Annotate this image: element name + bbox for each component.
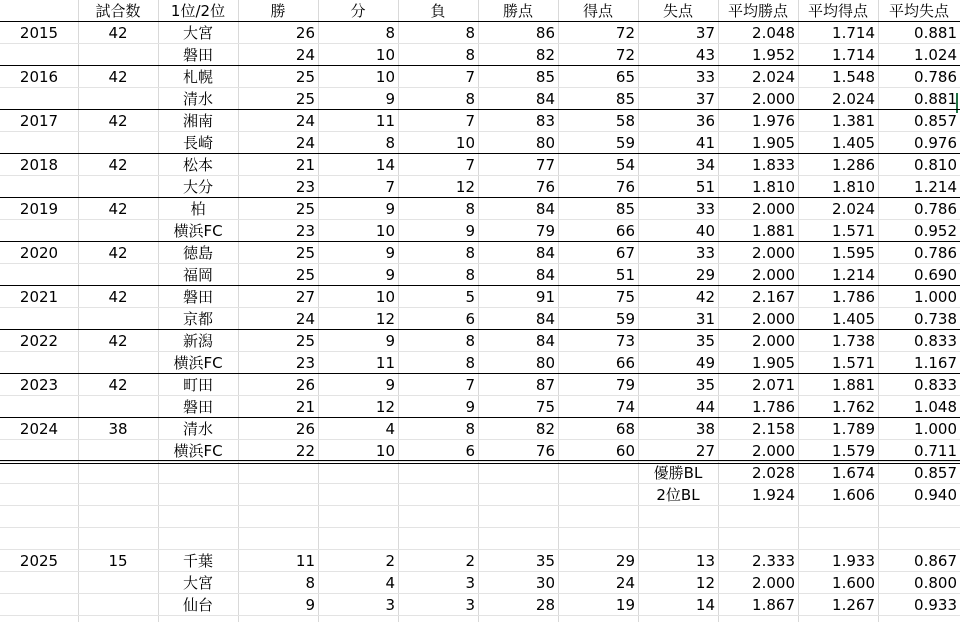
col-avg-goals-for-cell[interactable]: 1.548 [832, 68, 875, 86]
header-col-year[interactable] [0, 0, 78, 22]
col-avg-goals-against-cell[interactable]: 0.881 [914, 90, 957, 108]
col-draws-cell[interactable]: 9 [385, 244, 395, 262]
col-goals-for-cell[interactable]: 66 [615, 354, 635, 372]
col-goals-for-cell[interactable]: 51 [615, 266, 635, 284]
col-avg-points-cell[interactable]: 2.024 [752, 68, 795, 86]
col-goals-for-cell[interactable]: 72 [615, 46, 635, 64]
header-col-points[interactable]: 勝点 [502, 2, 533, 20]
col-goals-for-cell[interactable]: 85 [615, 90, 635, 108]
season-games-cell[interactable]: 42 [108, 244, 128, 262]
baseline-label-cell[interactable]: 2位BL [656, 486, 700, 504]
col-draws-cell[interactable]: 12 [375, 398, 395, 416]
col-wins-cell[interactable]: 23 [295, 222, 315, 240]
col-avg-goals-against-cell[interactable]: 1.214 [914, 178, 957, 196]
col-points-cell[interactable]: 28 [535, 596, 555, 614]
col-avg-goals-for-cell[interactable]: 1.405 [832, 134, 875, 152]
col-avg-goals-for-cell[interactable]: 1.381 [832, 112, 875, 130]
col-avg-goals-for-cell[interactable]: 1.571 [832, 354, 875, 372]
col-losses-cell[interactable]: 3 [465, 596, 475, 614]
col-wins-cell[interactable]: 22 [295, 442, 315, 460]
col-goals-for-cell[interactable]: 73 [615, 332, 635, 350]
col-draws-cell[interactable]: 7 [385, 178, 395, 196]
season-year-cell[interactable]: 2015 [19, 24, 59, 42]
col-avg-goals-against-cell[interactable]: 0.711 [914, 442, 957, 460]
col-points-cell[interactable]: 84 [535, 90, 555, 108]
col-goals-for-cell[interactable]: 60 [615, 442, 635, 460]
col-goals-for-cell[interactable]: 24 [615, 574, 635, 592]
col-avg-points-cell[interactable]: 1.976 [752, 112, 795, 130]
col-losses-cell[interactable]: 8 [465, 244, 475, 262]
col-points-cell[interactable]: 82 [535, 46, 555, 64]
season-games-cell[interactable]: 42 [108, 332, 128, 350]
col-avg-goals-against-cell[interactable]: 0.976 [914, 134, 957, 152]
col-avg-goals-for-cell[interactable]: 1.579 [832, 442, 875, 460]
col-avg-points-cell[interactable]: 2.000 [752, 200, 795, 218]
col-avg-goals-for-cell[interactable]: 1.571 [832, 222, 875, 240]
col-avg-goals-against-cell[interactable]: 0.933 [914, 596, 957, 614]
col-wins-cell[interactable]: 11 [295, 552, 315, 570]
col-avg-points-cell[interactable]: 2.167 [752, 288, 795, 306]
season-games-cell[interactable]: 38 [108, 420, 128, 438]
col-losses-cell[interactable]: 8 [465, 24, 475, 42]
col-avg-goals-for-cell[interactable]: 1.881 [832, 376, 875, 394]
col-wins-cell[interactable]: 23 [295, 178, 315, 196]
col-wins-cell[interactable]: 25 [295, 266, 315, 284]
col-avg-points-cell[interactable]: 2.000 [752, 266, 795, 284]
season-year-cell[interactable]: 2016 [19, 68, 59, 86]
col-draws-cell[interactable]: 9 [385, 200, 395, 218]
col-draws-cell[interactable]: 14 [375, 156, 395, 174]
col-losses-cell[interactable]: 10 [455, 134, 475, 152]
col-draws-cell[interactable]: 10 [375, 46, 395, 64]
col-wins-cell[interactable]: 25 [295, 200, 315, 218]
col-goals-for-cell[interactable]: 68 [615, 420, 635, 438]
baseline-label-cell[interactable]: 優勝BL [653, 464, 703, 482]
col-draws-cell[interactable]: 10 [375, 68, 395, 86]
col-team-cell[interactable]: 町田 [182, 376, 213, 394]
season-games-cell[interactable]: 42 [108, 156, 128, 174]
header-col-losses[interactable]: 負 [430, 2, 446, 20]
col-draws-cell[interactable]: 10 [375, 288, 395, 306]
col-draws-cell[interactable]: 3 [385, 596, 395, 614]
col-avg-goals-for-cell[interactable]: 1.762 [832, 398, 875, 416]
season-games-cell[interactable]: 42 [108, 68, 128, 86]
col-team-cell[interactable]: 大分 [182, 178, 213, 196]
col-points-cell[interactable]: 87 [535, 376, 555, 394]
col-avg-goals-against-cell[interactable]: 0.833 [914, 376, 957, 394]
col-avg-goals-against-cell[interactable]: 0.857 [914, 112, 957, 130]
header-col-goals-for[interactable]: 得点 [582, 2, 613, 20]
col-losses-cell[interactable]: 8 [465, 200, 475, 218]
col-losses-cell[interactable]: 7 [465, 112, 475, 130]
col-goals-against-cell[interactable]: 14 [695, 596, 715, 614]
col-avg-goals-against-cell[interactable]: 0.786 [914, 68, 957, 86]
col-draws-cell[interactable]: 10 [375, 442, 395, 460]
col-team-cell[interactable]: 新潟 [182, 332, 213, 350]
col-avg-points-cell[interactable]: 2.158 [752, 420, 795, 438]
col-points-cell[interactable]: 84 [535, 332, 555, 350]
col-team-cell[interactable]: 横浜FC [173, 222, 223, 240]
col-goals-for-cell[interactable]: 75 [615, 288, 635, 306]
col-avg-points-cell[interactable]: 1.833 [752, 156, 795, 174]
col-avg-goals-for-cell[interactable]: 1.600 [832, 574, 875, 592]
col-wins-cell[interactable]: 9 [305, 596, 315, 614]
col-draws-cell[interactable]: 8 [385, 134, 395, 152]
season-year-cell[interactable]: 2020 [19, 244, 59, 262]
col-avg-goals-against-cell[interactable]: 1.000 [914, 288, 957, 306]
current-year-cell[interactable]: 2025 [19, 552, 59, 570]
col-wins-cell[interactable]: 21 [295, 398, 315, 416]
col-losses-cell[interactable]: 6 [465, 310, 475, 328]
col-goals-against-cell[interactable]: 33 [695, 68, 715, 86]
col-avg-goals-against-cell[interactable]: 0.786 [914, 244, 957, 262]
col-goals-against-cell[interactable]: 38 [695, 420, 715, 438]
col-losses-cell[interactable]: 7 [465, 376, 475, 394]
header-col-games[interactable]: 試合数 [95, 2, 141, 20]
col-avg-goals-for-cell[interactable]: 1.789 [832, 420, 875, 438]
col-goals-against-cell[interactable]: 36 [695, 112, 715, 130]
col-goals-for-cell[interactable]: 79 [615, 376, 635, 394]
col-wins-cell[interactable]: 24 [295, 134, 315, 152]
col-draws-cell[interactable]: 9 [385, 332, 395, 350]
col-avg-points-cell[interactable]: 2.000 [752, 442, 795, 460]
season-year-cell[interactable]: 2019 [19, 200, 59, 218]
col-points-cell[interactable]: 30 [535, 574, 555, 592]
col-draws-cell[interactable]: 4 [385, 574, 395, 592]
col-points-cell[interactable]: 82 [535, 420, 555, 438]
season-games-cell[interactable]: 42 [108, 376, 128, 394]
header-col-avg-points[interactable]: 平均勝点 [727, 2, 788, 20]
col-team-cell[interactable]: 福岡 [182, 266, 213, 284]
col-draws-cell[interactable]: 2 [385, 552, 395, 570]
col-losses-cell[interactable]: 7 [465, 156, 475, 174]
col-goals-for-cell[interactable]: 19 [615, 596, 635, 614]
col-draws-cell[interactable]: 10 [375, 222, 395, 240]
baseline-value-cell[interactable]: 2.028 [752, 464, 795, 482]
col-avg-points-cell[interactable]: 1.810 [752, 178, 795, 196]
col-points-cell[interactable]: 76 [535, 178, 555, 196]
col-goals-against-cell[interactable]: 44 [695, 398, 715, 416]
col-losses-cell[interactable]: 9 [465, 398, 475, 416]
col-wins-cell[interactable]: 26 [295, 420, 315, 438]
header-col-goals-against[interactable]: 失点 [662, 2, 693, 20]
col-team-cell[interactable]: 松本 [182, 156, 213, 174]
col-goals-against-cell[interactable]: 41 [695, 134, 715, 152]
col-goals-for-cell[interactable]: 58 [615, 112, 635, 130]
col-avg-goals-for-cell[interactable]: 1.714 [832, 46, 875, 64]
col-avg-goals-against-cell[interactable]: 0.690 [914, 266, 957, 284]
col-avg-goals-for-cell[interactable]: 1.714 [832, 24, 875, 42]
col-goals-against-cell[interactable]: 29 [695, 266, 715, 284]
col-avg-points-cell[interactable]: 2.048 [752, 24, 795, 42]
col-draws-cell[interactable]: 11 [375, 112, 395, 130]
col-avg-goals-against-cell[interactable]: 1.167 [914, 354, 957, 372]
col-avg-points-cell[interactable]: 1.905 [752, 354, 795, 372]
col-goals-against-cell[interactable]: 42 [695, 288, 715, 306]
col-avg-points-cell[interactable]: 1.881 [752, 222, 795, 240]
col-avg-goals-against-cell[interactable]: 0.800 [914, 574, 957, 592]
col-losses-cell[interactable]: 5 [465, 288, 475, 306]
col-goals-for-cell[interactable]: 59 [615, 310, 635, 328]
season-year-cell[interactable]: 2023 [19, 376, 59, 394]
col-points-cell[interactable]: 83 [535, 112, 555, 130]
col-goals-against-cell[interactable]: 34 [695, 156, 715, 174]
col-goals-for-cell[interactable]: 59 [615, 134, 635, 152]
col-avg-points-cell[interactable]: 2.333 [752, 552, 795, 570]
col-avg-goals-against-cell[interactable]: 0.738 [914, 310, 957, 328]
col-avg-goals-for-cell[interactable]: 2.024 [832, 90, 875, 108]
col-avg-goals-for-cell[interactable]: 1.933 [832, 552, 875, 570]
col-avg-points-cell[interactable]: 2.000 [752, 310, 795, 328]
col-points-cell[interactable]: 75 [535, 398, 555, 416]
col-avg-goals-for-cell[interactable]: 1.214 [832, 266, 875, 284]
col-losses-cell[interactable]: 8 [465, 46, 475, 64]
col-team-cell[interactable]: 仙台 [182, 596, 213, 614]
col-avg-goals-for-cell[interactable]: 1.595 [832, 244, 875, 262]
column-gridline [78, 0, 79, 622]
header-col-avg-goals-for[interactable]: 平均得点 [807, 2, 868, 20]
col-draws-cell[interactable]: 9 [385, 90, 395, 108]
col-goals-for-cell[interactable]: 29 [615, 552, 635, 570]
col-avg-goals-against-cell[interactable]: 0.881 [914, 24, 957, 42]
col-goals-against-cell[interactable]: 37 [695, 24, 715, 42]
col-team-cell[interactable]: 大宮 [182, 574, 213, 592]
col-goals-against-cell[interactable]: 35 [695, 332, 715, 350]
col-goals-against-cell[interactable]: 33 [695, 200, 715, 218]
col-draws-cell[interactable]: 9 [385, 266, 395, 284]
col-goals-against-cell[interactable]: 12 [695, 574, 715, 592]
col-avg-points-cell[interactable]: 2.071 [752, 376, 795, 394]
col-avg-points-cell[interactable]: 1.952 [752, 46, 795, 64]
col-avg-goals-for-cell[interactable]: 1.810 [832, 178, 875, 196]
col-points-cell[interactable]: 85 [535, 68, 555, 86]
col-avg-goals-against-cell[interactable]: 1.024 [914, 46, 957, 64]
col-avg-goals-for-cell[interactable]: 1.286 [832, 156, 875, 174]
col-wins-cell[interactable]: 24 [295, 310, 315, 328]
col-losses-cell[interactable]: 2 [465, 552, 475, 570]
col-losses-cell[interactable]: 9 [465, 222, 475, 240]
col-goals-against-cell[interactable]: 33 [695, 244, 715, 262]
col-points-cell[interactable]: 79 [535, 222, 555, 240]
season-games-cell[interactable]: 42 [108, 200, 128, 218]
col-draws-cell[interactable]: 4 [385, 420, 395, 438]
season-year-cell[interactable]: 2022 [19, 332, 59, 350]
col-goals-against-cell[interactable]: 35 [695, 376, 715, 394]
col-goals-for-cell[interactable]: 67 [615, 244, 635, 262]
col-losses-cell[interactable]: 7 [465, 68, 475, 86]
row-gridline [0, 527, 960, 528]
season-games-cell[interactable]: 42 [108, 112, 128, 130]
header-col-team[interactable]: 1位/2位 [170, 2, 226, 20]
col-avg-goals-against-cell[interactable]: 1.048 [914, 398, 957, 416]
header-col-wins[interactable]: 勝 [270, 2, 286, 20]
season-games-cell[interactable]: 42 [108, 24, 128, 42]
col-points-cell[interactable]: 77 [535, 156, 555, 174]
col-goals-against-cell[interactable]: 13 [695, 552, 715, 570]
col-points-cell[interactable]: 84 [535, 310, 555, 328]
col-team-cell[interactable]: 磐田 [182, 398, 213, 416]
col-avg-goals-for-cell[interactable]: 1.405 [832, 310, 875, 328]
col-points-cell[interactable]: 76 [535, 442, 555, 460]
col-wins-cell[interactable]: 25 [295, 332, 315, 350]
col-points-cell[interactable]: 84 [535, 200, 555, 218]
col-avg-goals-against-cell[interactable]: 1.000 [914, 420, 957, 438]
col-team-cell[interactable]: 清水 [182, 90, 213, 108]
baseline-value-cell[interactable]: 0.940 [914, 486, 957, 504]
col-avg-points-cell[interactable]: 1.905 [752, 134, 795, 152]
season-games-cell[interactable]: 42 [108, 288, 128, 306]
col-avg-goals-for-cell[interactable]: 2.024 [832, 200, 875, 218]
col-losses-cell[interactable]: 8 [465, 420, 475, 438]
col-team-cell[interactable]: 長崎 [182, 134, 213, 152]
col-points-cell[interactable]: 86 [535, 24, 555, 42]
baseline-value-cell[interactable]: 1.674 [832, 464, 875, 482]
col-wins-cell[interactable]: 26 [295, 24, 315, 42]
season-year-cell[interactable]: 2024 [19, 420, 59, 438]
col-points-cell[interactable]: 84 [535, 244, 555, 262]
col-points-cell[interactable]: 35 [535, 552, 555, 570]
col-team-cell[interactable]: 清水 [182, 420, 213, 438]
col-points-cell[interactable]: 80 [535, 134, 555, 152]
col-wins-cell[interactable]: 27 [295, 288, 315, 306]
col-team-cell[interactable]: 横浜FC [173, 354, 223, 372]
col-avg-goals-against-cell[interactable]: 0.786 [914, 200, 957, 218]
header-col-avg-goals-against[interactable]: 平均失点 [888, 2, 949, 20]
col-avg-points-cell[interactable]: 2.000 [752, 332, 795, 350]
season-year-cell[interactable]: 2021 [19, 288, 59, 306]
col-wins-cell[interactable]: 23 [295, 354, 315, 372]
col-wins-cell[interactable]: 25 [295, 244, 315, 262]
col-avg-points-cell[interactable]: 1.786 [752, 398, 795, 416]
col-losses-cell[interactable]: 6 [465, 442, 475, 460]
col-losses-cell[interactable]: 3 [465, 574, 475, 592]
col-team-cell[interactable]: 柏 [190, 200, 206, 218]
col-avg-points-cell[interactable]: 2.000 [752, 244, 795, 262]
col-team-cell[interactable]: 札幌 [182, 68, 213, 86]
col-draws-cell[interactable]: 8 [385, 24, 395, 42]
col-draws-cell[interactable]: 12 [375, 310, 395, 328]
col-team-cell[interactable]: 横浜FC [173, 442, 223, 460]
col-wins-cell[interactable]: 25 [295, 90, 315, 108]
col-goals-for-cell[interactable]: 65 [615, 68, 635, 86]
col-wins-cell[interactable]: 24 [295, 112, 315, 130]
col-goals-for-cell[interactable]: 76 [615, 178, 635, 196]
col-goals-against-cell[interactable]: 31 [695, 310, 715, 328]
col-losses-cell[interactable]: 12 [455, 178, 475, 196]
col-avg-goals-against-cell[interactable]: 0.867 [914, 552, 957, 570]
baseline-value-cell[interactable]: 1.606 [832, 486, 875, 504]
col-team-cell[interactable]: 磐田 [182, 288, 213, 306]
col-goals-against-cell[interactable]: 37 [695, 90, 715, 108]
col-wins-cell[interactable]: 26 [295, 376, 315, 394]
col-goals-against-cell[interactable]: 51 [695, 178, 715, 196]
col-team-cell[interactable]: 徳島 [182, 244, 213, 262]
col-draws-cell[interactable]: 11 [375, 354, 395, 372]
col-wins-cell[interactable]: 8 [305, 574, 315, 592]
col-goals-against-cell[interactable]: 43 [695, 46, 715, 64]
baseline-value-cell[interactable]: 1.924 [752, 486, 795, 504]
col-avg-points-cell[interactable]: 2.000 [752, 574, 795, 592]
col-draws-cell[interactable]: 9 [385, 376, 395, 394]
col-avg-goals-for-cell[interactable]: 1.738 [832, 332, 875, 350]
current-games-cell[interactable]: 15 [108, 552, 128, 570]
col-goals-for-cell[interactable]: 66 [615, 222, 635, 240]
col-avg-goals-for-cell[interactable]: 1.786 [832, 288, 875, 306]
col-wins-cell[interactable]: 21 [295, 156, 315, 174]
col-goals-against-cell[interactable]: 49 [695, 354, 715, 372]
col-avg-goals-for-cell[interactable]: 1.267 [832, 596, 875, 614]
col-goals-for-cell[interactable]: 74 [615, 398, 635, 416]
season-year-cell[interactable]: 2018 [19, 156, 59, 174]
col-avg-goals-against-cell[interactable]: 0.810 [914, 156, 957, 174]
col-points-cell[interactable]: 84 [535, 266, 555, 284]
col-team-cell[interactable]: 大宮 [182, 24, 213, 42]
season-year-cell[interactable]: 2017 [19, 112, 59, 130]
col-team-cell[interactable]: 磐田 [182, 46, 213, 64]
col-losses-cell[interactable]: 8 [465, 90, 475, 108]
col-team-cell[interactable]: 京都 [182, 310, 213, 328]
col-losses-cell[interactable]: 8 [465, 354, 475, 372]
header-col-draws[interactable]: 分 [350, 2, 366, 20]
col-goals-against-cell[interactable]: 27 [695, 442, 715, 460]
baseline-value-cell[interactable]: 0.857 [914, 464, 957, 482]
col-avg-goals-against-cell[interactable]: 0.952 [914, 222, 957, 240]
col-losses-cell[interactable]: 8 [465, 266, 475, 284]
col-avg-points-cell[interactable]: 2.000 [752, 90, 795, 108]
col-team-cell[interactable]: 千葉 [182, 552, 213, 570]
col-goals-for-cell[interactable]: 72 [615, 24, 635, 42]
col-avg-goals-against-cell[interactable]: 0.833 [914, 332, 957, 350]
col-goals-for-cell[interactable]: 54 [615, 156, 635, 174]
col-team-cell[interactable]: 湘南 [182, 112, 213, 130]
col-goals-against-cell[interactable]: 40 [695, 222, 715, 240]
col-points-cell[interactable]: 91 [535, 288, 555, 306]
col-losses-cell[interactable]: 8 [465, 332, 475, 350]
col-avg-points-cell[interactable]: 1.867 [752, 596, 795, 614]
col-points-cell[interactable]: 80 [535, 354, 555, 372]
col-wins-cell[interactable]: 25 [295, 68, 315, 86]
col-goals-for-cell[interactable]: 85 [615, 200, 635, 218]
col-wins-cell[interactable]: 24 [295, 46, 315, 64]
